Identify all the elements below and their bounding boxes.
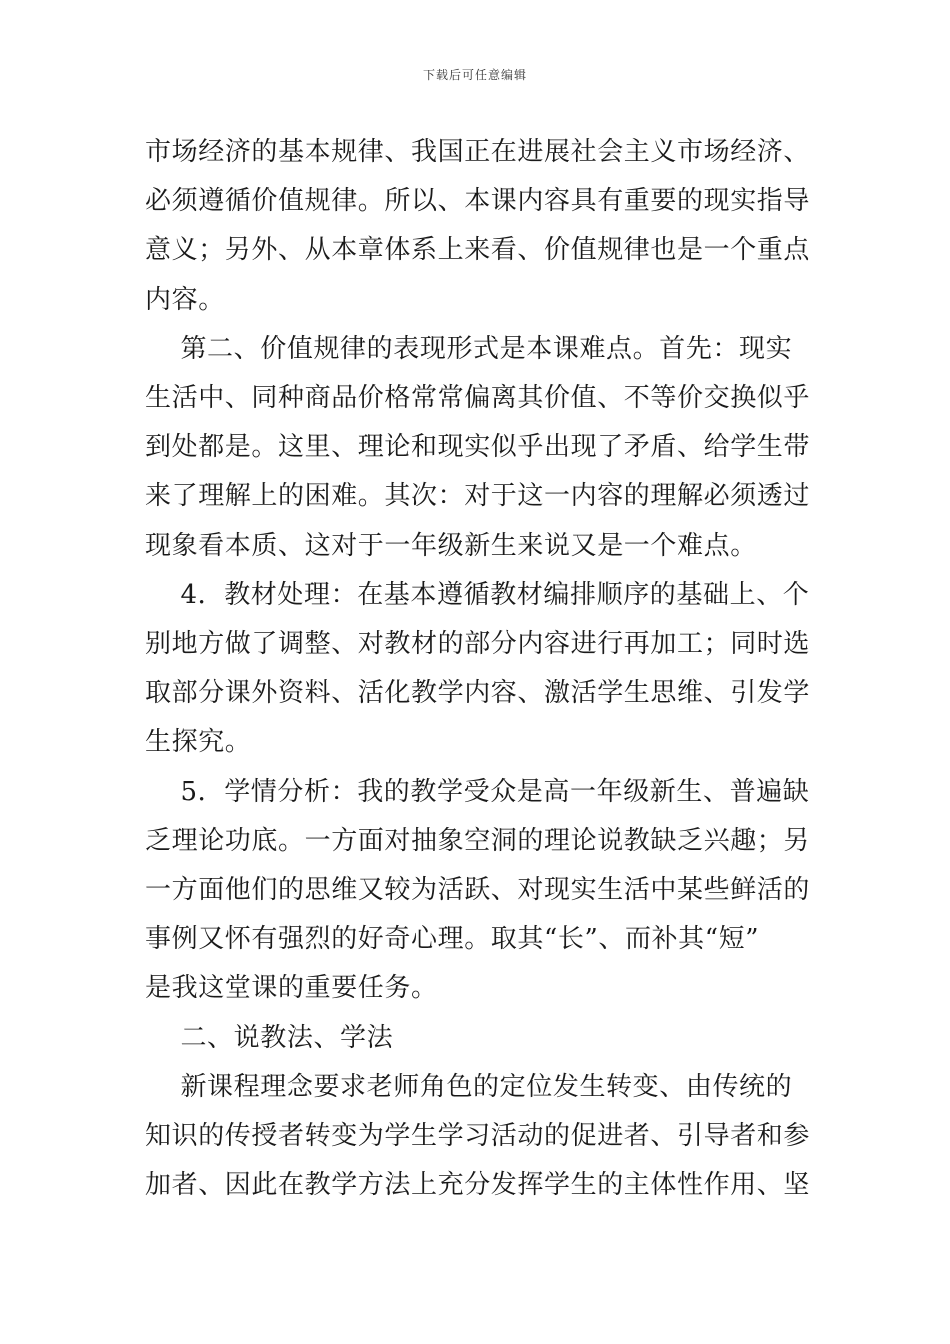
text-line: 到处都是。这里、理论和现实似乎出现了矛盾、给学生带 bbox=[145, 432, 811, 463]
text-line: 生活中、同种商品价格常常偏离其价值、不等价交换似乎 bbox=[145, 383, 811, 414]
text-line: 第二、价值规律的表现形式是本课难点。首先：现实 bbox=[145, 333, 793, 364]
text-line: 乏理论功底。一方面对抽象空洞的理论说教缺乏兴趣；另 bbox=[145, 825, 811, 856]
text-line: 是我这堂课的重要任务。 bbox=[145, 973, 438, 1004]
text-line: 内容。 bbox=[145, 284, 225, 315]
text-line: 生探究。 bbox=[145, 727, 252, 758]
text-line: 意义；另外、从本章体系上来看、价值规律也是一个重点 bbox=[145, 235, 811, 266]
text-line: 加者、因此在教学方法上充分发挥学生的主体性作用、坚 bbox=[145, 1170, 811, 1201]
document-body bbox=[145, 128, 810, 1210]
text-line: 取部分课外资料、活化教学内容、激活学生思维、引发学 bbox=[145, 678, 811, 709]
text-line: 必须遵循价值规律。所以、本课内容具有重要的现实指导 bbox=[145, 186, 811, 217]
text-line: 事例又怀有强烈的好奇心理。取其“长”、而补其“短” bbox=[145, 924, 760, 955]
text-line: 4．教材处理：在基本遵循教材编排顺序的基础上、个 bbox=[145, 579, 810, 610]
section-heading: 二、说教法、学法 bbox=[145, 1022, 394, 1053]
text-line: 来了理解上的困难。其次：对于这一内容的理解必须透过 bbox=[145, 481, 811, 512]
text-line: 5．学情分析：我的教学受众是高一年级新生、普遍缺 bbox=[145, 776, 810, 807]
text-line: 现象看本质、这对于一年级新生来说又是一个难点。 bbox=[145, 530, 757, 561]
header-note: 下载后可任意编辑 bbox=[422, 68, 527, 82]
text-line: 新课程理念要求老师角色的定位发生转变、由传统的 bbox=[145, 1071, 793, 1102]
text-line: 知识的传授者转变为学生学习活动的促进者、引导者和参 bbox=[145, 1121, 811, 1152]
text-line: 别地方做了调整、对教材的部分内容进行再加工；同时选 bbox=[145, 629, 811, 660]
text-line: 一方面他们的思维又较为活跃、对现实生活中某些鲜活的 bbox=[145, 875, 811, 906]
text-line: 市场经济的基本规律、我国正在进展社会主义市场经济、 bbox=[145, 137, 811, 167]
